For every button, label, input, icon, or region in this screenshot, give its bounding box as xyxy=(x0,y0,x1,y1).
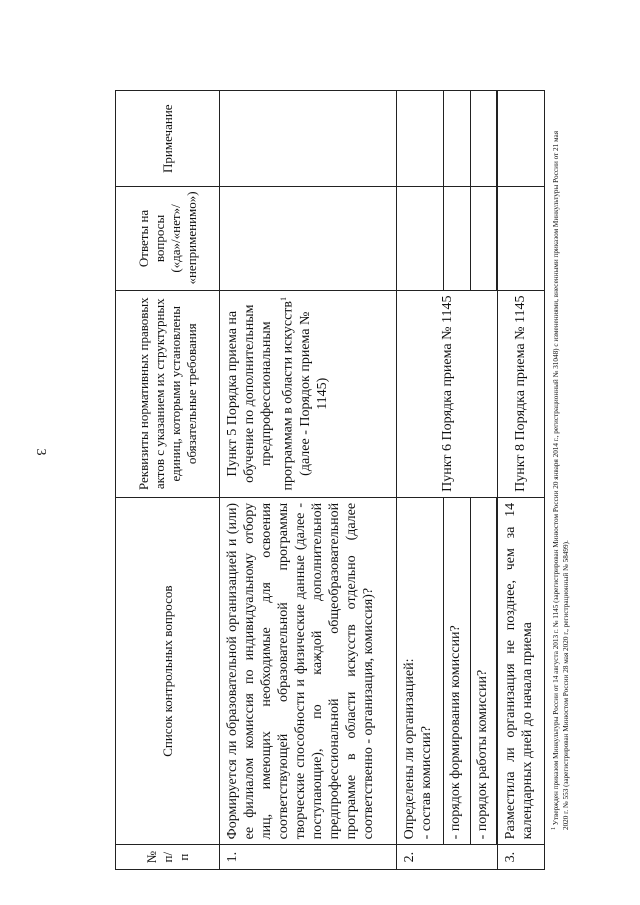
page-number: 3 xyxy=(33,448,48,456)
answer-cell[interactable] xyxy=(497,187,544,290)
subitem: - состав комиссии? xyxy=(419,725,435,840)
note-cell[interactable] xyxy=(444,91,470,187)
row-requisite xyxy=(220,290,397,497)
table-row xyxy=(397,91,444,870)
table-row xyxy=(220,91,397,870)
header-questions: Список контрольных вопросов xyxy=(116,497,220,844)
row-question: Формируется ли образовательной организацией и (или) ее филиалом комиссия по индивидуальному отбору лиц, имеющих необходимые для освоения соответствующей образовательной программы творческие способности и физические данные (далее - поступающие), по каждой дополнительной предпрофессиональной общеобразовательной программе в области искусств отдельно (далее соответственно - организация, комиссия)? xyxy=(220,497,397,844)
row-question: Разместила ли организация не позднее, чем за 14 календарных дней до начала приема xyxy=(497,497,544,844)
question-text: Определены ли организацией: xyxy=(402,658,418,840)
footnote-mark: 1 xyxy=(550,827,557,830)
row-num: 3. xyxy=(497,845,544,870)
note-cell[interactable] xyxy=(397,91,444,187)
header-note: Примечание xyxy=(116,91,220,187)
note-cell[interactable] xyxy=(470,91,496,187)
answer-cell[interactable] xyxy=(470,187,496,290)
answer-cell[interactable] xyxy=(220,187,397,290)
requisite-tail: (далее - Порядок приема № 1145) xyxy=(297,311,330,476)
table-row xyxy=(497,91,544,870)
footnote-text: Утвержден приказом Минкультуры России от 14 августа 2013 г. № 1145 (зарегистрирован Минюстом России 20 января 2014 г., регистрационный № 31048) с изменениями, внесенными приказом Минкультуры России от 21 мая 2020 г. № 553 (зарегистрирован Минюстом России 28 мая 2020 г., регистрационный № 58499). xyxy=(552,130,571,830)
note-cell[interactable] xyxy=(220,91,397,187)
header-answers: Ответы на вопросы («да»/«нет»/ «неприменимо») xyxy=(116,187,220,290)
row-requisite: Пункт 6 Порядка приема № 1145 xyxy=(397,290,498,497)
header-num: № п/п xyxy=(116,845,220,870)
row-num: 2. xyxy=(397,845,498,870)
rotated-document-body xyxy=(115,90,545,870)
subitem: - порядок формирования комиссии? xyxy=(444,497,470,844)
answer-cell[interactable] xyxy=(397,187,444,290)
requisite-text: Пункт 5 Порядка приема на обучение по дополнительным предпрофессиональным программам в области искусств xyxy=(225,300,296,491)
checklist-table xyxy=(115,90,545,870)
subitem: - порядок работы комиссии? xyxy=(470,497,496,844)
footnote xyxy=(549,130,571,830)
header-requisites: Реквизиты нормативных правовых актов с указанием их структурных единиц, которыми установлены обязательные требования xyxy=(116,290,220,497)
row-question xyxy=(397,497,444,844)
row-num: 1. xyxy=(220,845,397,870)
row-requisite: Пункт 8 Порядка приема № 1145 xyxy=(497,290,544,497)
note-cell[interactable] xyxy=(497,91,544,187)
footnote-mark: 1 xyxy=(279,296,288,301)
answer-cell[interactable] xyxy=(444,187,470,290)
table-header-row xyxy=(116,91,220,870)
